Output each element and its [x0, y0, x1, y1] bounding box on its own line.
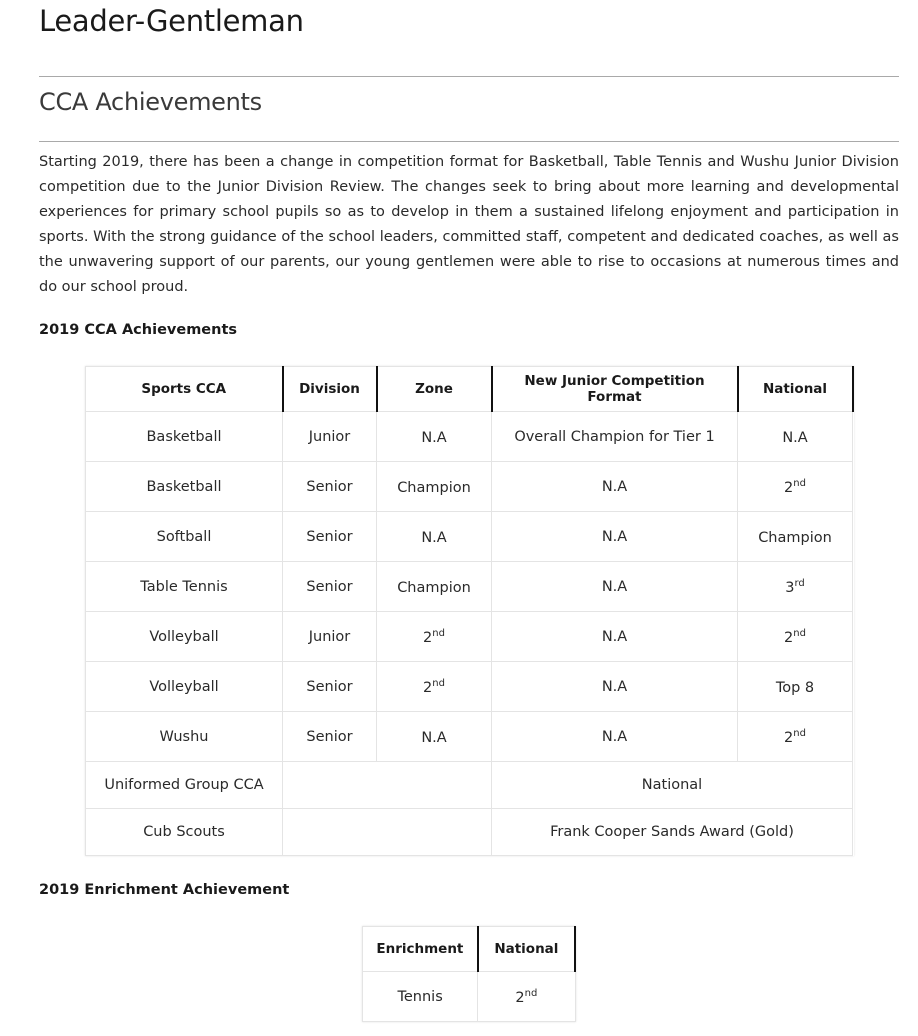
cell-division: Senior: [283, 562, 377, 612]
table-row: [86, 662, 853, 712]
cell-national: [738, 462, 853, 512]
page-title: Leader-Gentleman: [39, 4, 304, 38]
cell-division: Junior: [283, 612, 377, 662]
header-division: Division: [283, 367, 377, 412]
national-value: 3: [785, 579, 795, 596]
cell-division: Junior: [283, 412, 377, 462]
enrichment-table: [362, 926, 576, 1022]
cell-national: [738, 712, 853, 762]
national-value: 2: [784, 479, 794, 496]
cell-format: N.A: [492, 512, 738, 562]
table-header-row: [86, 367, 853, 412]
cell-uniformed-cca: Cub Scouts: [86, 809, 283, 856]
header-national: National: [738, 367, 853, 412]
zone-value: N.A: [421, 429, 447, 446]
zone-value: 2: [423, 629, 433, 646]
national-suffix: nd: [793, 727, 806, 739]
cell-division: Senior: [283, 662, 377, 712]
empty-cell: [283, 762, 492, 809]
cell-cca: Volleyball: [86, 612, 283, 662]
cell-national: [738, 412, 853, 462]
table-row: [86, 712, 853, 762]
cell-zone: [377, 412, 492, 462]
cell-format: Overall Champion for Tier 1: [492, 412, 738, 462]
cell-cca: Table Tennis: [86, 562, 283, 612]
zone-value: Champion: [397, 579, 471, 596]
cell-zone: [377, 712, 492, 762]
table-row: [86, 512, 853, 562]
national-suffix: rd: [794, 577, 805, 589]
cell-cca: Volleyball: [86, 662, 283, 712]
table-row: [86, 562, 853, 612]
table-row: [363, 972, 576, 1022]
national-value: 2: [784, 629, 794, 646]
national-value: N.A: [782, 429, 808, 446]
cell-format: N.A: [492, 712, 738, 762]
cell-format: N.A: [492, 662, 738, 712]
cell-division: Senior: [283, 512, 377, 562]
cell-division: Senior: [283, 712, 377, 762]
zone-value: N.A: [421, 729, 447, 746]
header-national: National: [478, 927, 575, 972]
intro-paragraph: Starting 2019, there has been a change in competition format for Basketball, Table Tennis and Wushu Junior Division competition due to the Junior Division Review. The changes seek to bring about more learning and developmental experiences for primary school pupils so as to develop in them a sustained lifelong enjoyment and participation in sports. With the strong guidance of the school leaders, committed staff, competent and dedicated coaches, as well as the unwavering support of our parents, our young gentlemen were able to rise to occasions at numerous times and do our school proud.: [39, 154, 899, 295]
header-zone: Zone: [377, 367, 492, 412]
zone-value: 2: [423, 679, 433, 696]
national-value: Champion: [758, 529, 832, 546]
cell-cca: Basketball: [86, 412, 283, 462]
national-suffix: nd: [793, 477, 806, 489]
header-enrichment: Enrichment: [363, 927, 478, 972]
zone-suffix: nd: [432, 677, 445, 689]
cell-zone: [377, 662, 492, 712]
cell-cca: Wushu: [86, 712, 283, 762]
header-format: New Junior Competition Format: [492, 367, 738, 412]
cell-zone: [377, 612, 492, 662]
national-value: 2: [515, 989, 525, 1006]
empty-cell: [283, 809, 492, 856]
cell-format: N.A: [492, 562, 738, 612]
national-value: Top 8: [775, 679, 815, 696]
cell-national: [478, 972, 575, 1022]
cell-zone: [377, 462, 492, 512]
zone-value: Champion: [397, 479, 471, 496]
cell-cca: Basketball: [86, 462, 283, 512]
section-heading: CCA Achievements: [39, 88, 262, 116]
national-suffix: nd: [524, 987, 538, 999]
cca-achievements-table: [85, 366, 854, 856]
uniformed-national-label: National: [492, 762, 853, 809]
cell-national: [738, 662, 853, 712]
table-row: [86, 412, 853, 462]
cell-enrichment: Tennis: [363, 972, 478, 1022]
table-row: [86, 462, 853, 512]
cell-format: N.A: [492, 612, 738, 662]
cell-zone: [377, 562, 492, 612]
table-row: [86, 612, 853, 662]
zone-value: N.A: [421, 529, 447, 546]
uniformed-group-label: Uniformed Group CCA: [86, 762, 283, 809]
uniformed-row: [86, 809, 853, 856]
cell-uniformed-award: Frank Cooper Sands Award (Gold): [492, 809, 853, 856]
cell-national: [738, 562, 853, 612]
cell-division: Senior: [283, 462, 377, 512]
zone-suffix: nd: [432, 627, 445, 639]
national-value: 2: [784, 729, 794, 746]
enrichment-table-heading: 2019 Enrichment Achievement: [39, 882, 290, 898]
divider: [39, 141, 899, 142]
header-sports-cca: Sports CCA: [86, 367, 283, 412]
cell-national: [738, 612, 853, 662]
cell-format: N.A: [492, 462, 738, 512]
table-header-row: [363, 927, 576, 972]
cell-zone: [377, 512, 492, 562]
uniformed-header-row: [86, 762, 853, 809]
national-suffix: nd: [793, 627, 806, 639]
divider: [39, 76, 899, 77]
cca-table-heading: 2019 CCA Achievements: [39, 322, 238, 338]
cell-cca: Softball: [86, 512, 283, 562]
cell-national: [738, 512, 853, 562]
